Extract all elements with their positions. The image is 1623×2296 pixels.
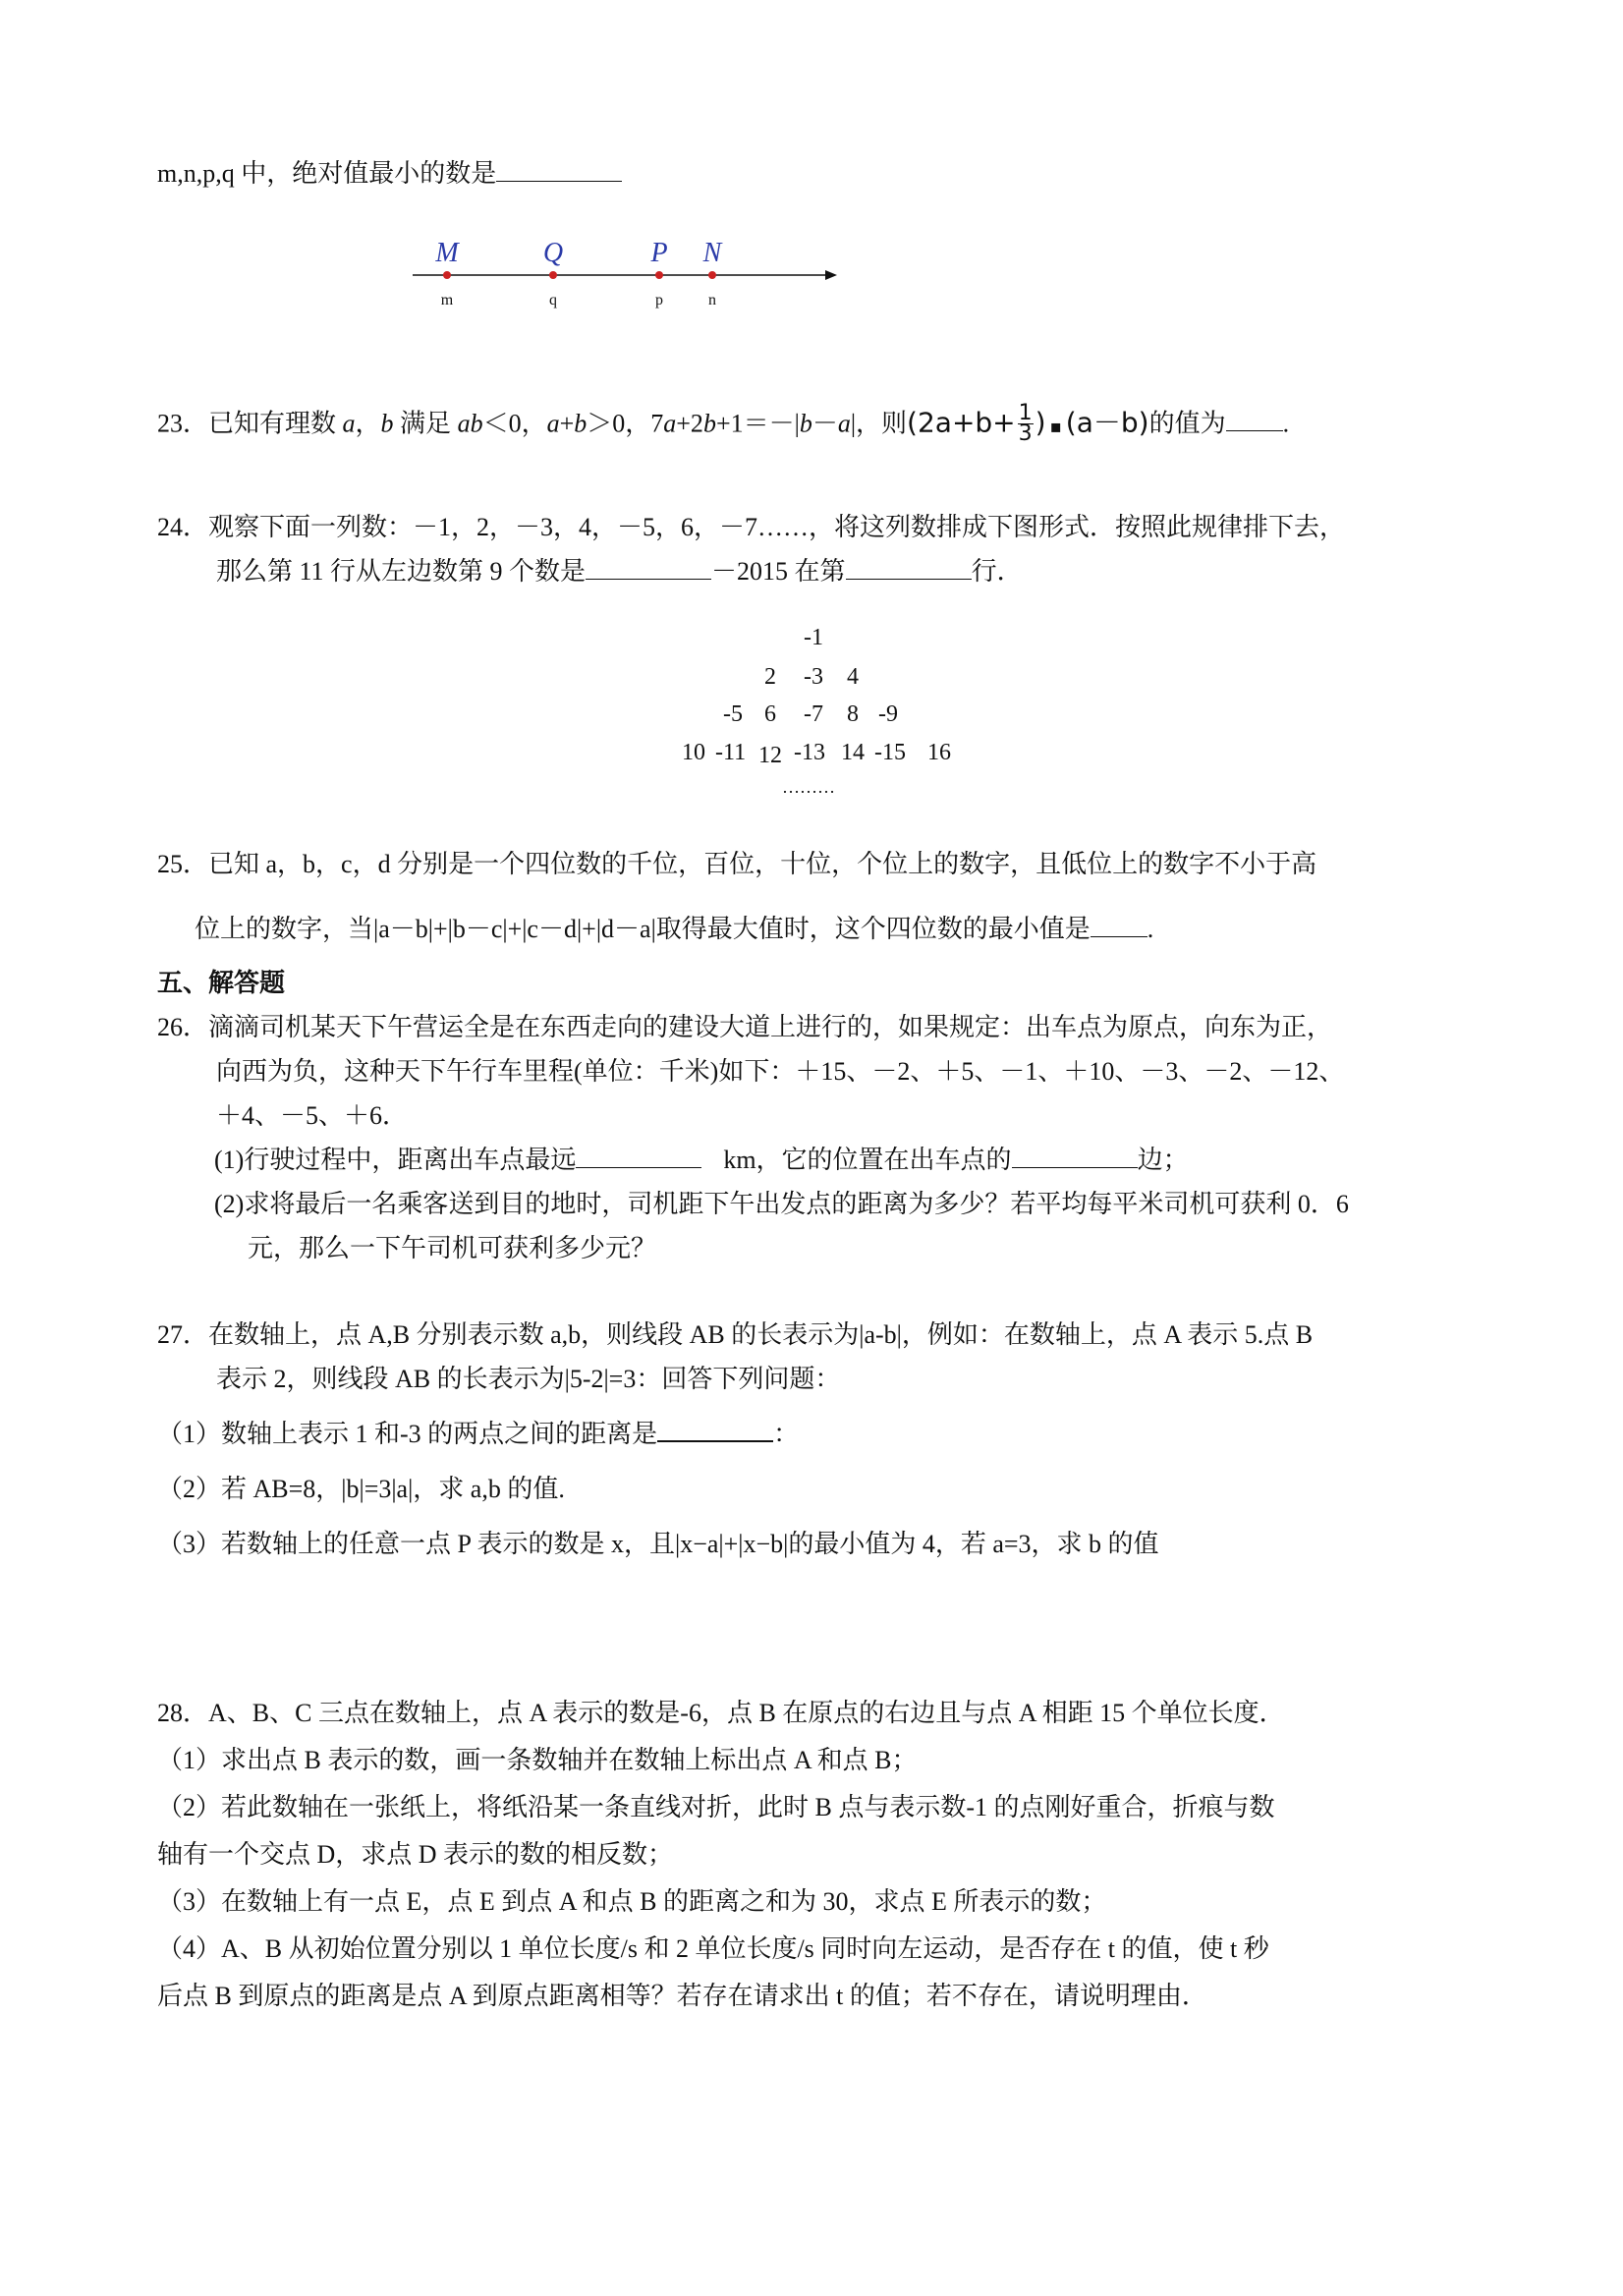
q23-var-b3: b	[702, 409, 716, 438]
q28-part4-line2: 后点 B 到原点的距离是点 A 到原点距离相等？若存在请求出 t 的值；若不存在，请说明理由．	[157, 1982, 1207, 2010]
q23-expr-right: )	[1035, 406, 1046, 439]
triangle-cell: -5	[723, 701, 743, 727]
q23-minus: －	[812, 409, 838, 438]
q22-text: m,n,p,q 中，绝对值最小的数是	[157, 159, 497, 188]
point-q-label: Q	[542, 238, 564, 268]
q23-sep: ，	[355, 409, 381, 438]
q25-period: .	[1147, 915, 1154, 943]
point-p-marker	[655, 271, 663, 279]
q23-var-b2: b	[574, 409, 588, 438]
q23-tail: |，则	[850, 409, 908, 438]
q23-var-b4: b	[799, 409, 812, 438]
q24-line2	[216, 555, 1023, 588]
point-n-sublabel: n	[708, 292, 716, 308]
q23-var-a: a	[342, 409, 356, 438]
q23-frac-num: 1	[1018, 401, 1033, 425]
q27-part1-text: （1）数轴上表示 1 和-3 的两点之间的距离是	[157, 1420, 658, 1448]
q25-line2	[195, 913, 1153, 946]
triangle-cell: 10	[682, 740, 705, 765]
q28-part2-line1: （2）若此数轴在一张纸上，将纸沿某一条直线对折，此时 B 点与表示数-1 的点刚好重合，折痕与数	[157, 1793, 1275, 1821]
q24-line2-text-a: 那么第 11 行从左边数第 9 个数是	[216, 557, 587, 586]
triangle-cell: -13	[794, 740, 825, 765]
point-m-label: M	[435, 238, 459, 268]
q23-expr2: (a－b)	[1065, 406, 1149, 439]
q23-text-2: 满足	[393, 409, 458, 438]
q23-frac-den: 3	[1018, 421, 1033, 446]
q23-lt0: ＜0，	[482, 409, 547, 438]
q23-period: .	[1282, 409, 1290, 438]
triangle-cell: -7	[804, 701, 823, 727]
triangle-cell: 16	[927, 740, 951, 765]
q24-line1: 24．观察下面一列数：－1，2，－3，4，－5，6，－7……，将这列数排成下图形式．按照此规律排下去，	[157, 513, 1346, 541]
q23-gt0: ＞0，7	[587, 409, 664, 438]
q24-line2-text-b: －2015 在第	[711, 557, 846, 586]
triangle-cell: -15	[874, 740, 906, 765]
triangle-cell: 6	[764, 701, 776, 727]
q27-line2: 表示 2，则线段 AB 的长表示为|5-2|=3：回答下列问题：	[216, 1365, 841, 1393]
q23-number: 23．	[157, 409, 209, 438]
q23-expr-left: (2a+b+	[907, 406, 1016, 439]
q28-line1: 28．A、B、C 三点在数轴上，点 A 表示的数是-6，点 B 在原点的右边且与点 A 相距 15 个单位长度．	[157, 1699, 1285, 1727]
q26-answer-blank-2[interactable]	[1012, 1146, 1138, 1168]
q26-part1	[214, 1144, 1189, 1177]
q25-line1: 25．已知 a，b，c，d 分别是一个四位数的千位，百位，十位，个位上的数字，且低位上的数字不小于高	[157, 850, 1317, 878]
triangle-cell: 14	[841, 740, 865, 765]
triangle-cell: 8	[847, 701, 859, 727]
q26-answer-blank-1[interactable]	[576, 1146, 701, 1168]
q24-answer-blank-1[interactable]	[586, 557, 711, 580]
q23-var-a4: a	[837, 409, 851, 438]
section-heading: 五、解答题	[157, 969, 286, 997]
q26-part1-text-b: km，它的位置在出车点的	[723, 1146, 1012, 1174]
q23	[157, 401, 1290, 446]
q23-expression	[907, 401, 1149, 446]
q27-answer-blank[interactable]	[657, 1419, 773, 1442]
q28-part2-line2: 轴有一个交点 D，求点 D 表示的数的相反数；	[157, 1840, 674, 1869]
q26-part2-line1: (2)求将最后一名乘客送到目的地时，司机距下午出发点的距离为多少？若平均每平米司机可获利 0．6	[214, 1190, 1349, 1218]
point-m-sublabel: m	[440, 292, 454, 308]
q22-tail	[157, 157, 622, 191]
point-q-marker	[549, 271, 557, 279]
q24-answer-blank-2[interactable]	[846, 557, 972, 580]
q27-part3: （3）若数轴上的任意一点 P 表示的数是 x，且|x−a|+|x−b|的最小值为 4，若 a=3，求 b 的值	[157, 1530, 1159, 1558]
q24-line2-text-c: 行．	[971, 557, 1023, 586]
q23-var-b: b	[380, 409, 394, 438]
q23-2b: +2	[676, 409, 703, 438]
q23-end: 的值为	[1148, 409, 1226, 438]
q27-line1: 27．在数轴上，点 A,B 分别表示数 a,b，则线段 AB 的长表示为|a-b|，例如：在数轴上，点 A 表示 5.点 B	[157, 1320, 1314, 1349]
number-line-figure	[403, 234, 845, 322]
q27-part1-end: ：	[773, 1420, 800, 1448]
q26-line1: 26．滴滴司机某天下午营运全是在东西走向的建设大道上进行的，如果规定：出车点为原点，向东为正，	[157, 1013, 1333, 1041]
q26-part2-line2: 元，那么一下午司机可获利多少元？	[248, 1234, 657, 1262]
point-n-label: N	[702, 238, 722, 268]
point-n-marker	[708, 271, 716, 279]
triangle-cell: -1	[804, 625, 823, 650]
q23-eq: +1＝－|	[715, 409, 800, 438]
q25-answer-blank[interactable]	[1091, 915, 1147, 937]
q28-part1: （1）求出点 B 表示的数，画一条数轴并在数轴上标出点 A 和点 B；	[157, 1746, 918, 1774]
point-m-marker	[443, 271, 451, 279]
q23-answer-blank[interactable]	[1226, 409, 1283, 431]
q26-line2: 向西为负，这种天下午行车里程(单位：千米)如下：＋15、－2、＋5、－1、＋10、－3、－2、－12、	[216, 1057, 1345, 1086]
number-line-arrow	[825, 270, 837, 280]
q23-dot: ▪	[1049, 416, 1062, 437]
triangle-cell: 2	[764, 664, 776, 690]
q23-var-a3: a	[663, 409, 677, 438]
q23-plus: +	[559, 409, 575, 438]
triangle-cell: -3	[804, 664, 823, 690]
q28-part4-line1: （4）A、B 从初始位置分别以 1 单位长度/s 和 2 单位长度/s 同时向左运动，是否存在 t 的值，使 t 秒	[157, 1934, 1269, 1963]
q27-part1	[157, 1418, 799, 1451]
q28-part3: （3）在数轴上有一点 E，点 E 到点 A 和点 B 的距离之和为 30，求点 E 所表示的数；	[157, 1887, 1107, 1916]
triangle-cell: -9	[878, 701, 898, 727]
q23-var-a2: a	[546, 409, 560, 438]
q26-part1-text-c: 边；	[1137, 1146, 1189, 1174]
q26-line3: ＋4、－5、＋6．	[216, 1101, 409, 1130]
triangle-cell: -11	[715, 740, 747, 765]
q27-part2: （2）若 AB=8，|b|=3|a|，求 a,b 的值.	[157, 1475, 565, 1503]
q25-line2-text: 位上的数字，当|a－b|+|b－c|+|c－d|+|d－a|取得最大值时，这个四位数的最小值是	[195, 915, 1091, 943]
q23-fraction	[1018, 401, 1034, 446]
point-q-sublabel: q	[549, 292, 557, 308]
triangle-cell: 12	[758, 743, 782, 768]
q22-answer-blank[interactable]	[496, 159, 622, 182]
q23-var-ab: ab	[457, 409, 483, 438]
triangle-cell: 4	[847, 664, 859, 690]
q26-part1-text-a: (1)行驶过程中，距离出车点最远	[214, 1146, 577, 1174]
point-p-sublabel: p	[655, 292, 663, 308]
q23-text-1: 已知有理数	[208, 409, 343, 438]
triangle-ellipsis: ………	[782, 777, 835, 797]
point-p-label: P	[650, 238, 668, 268]
